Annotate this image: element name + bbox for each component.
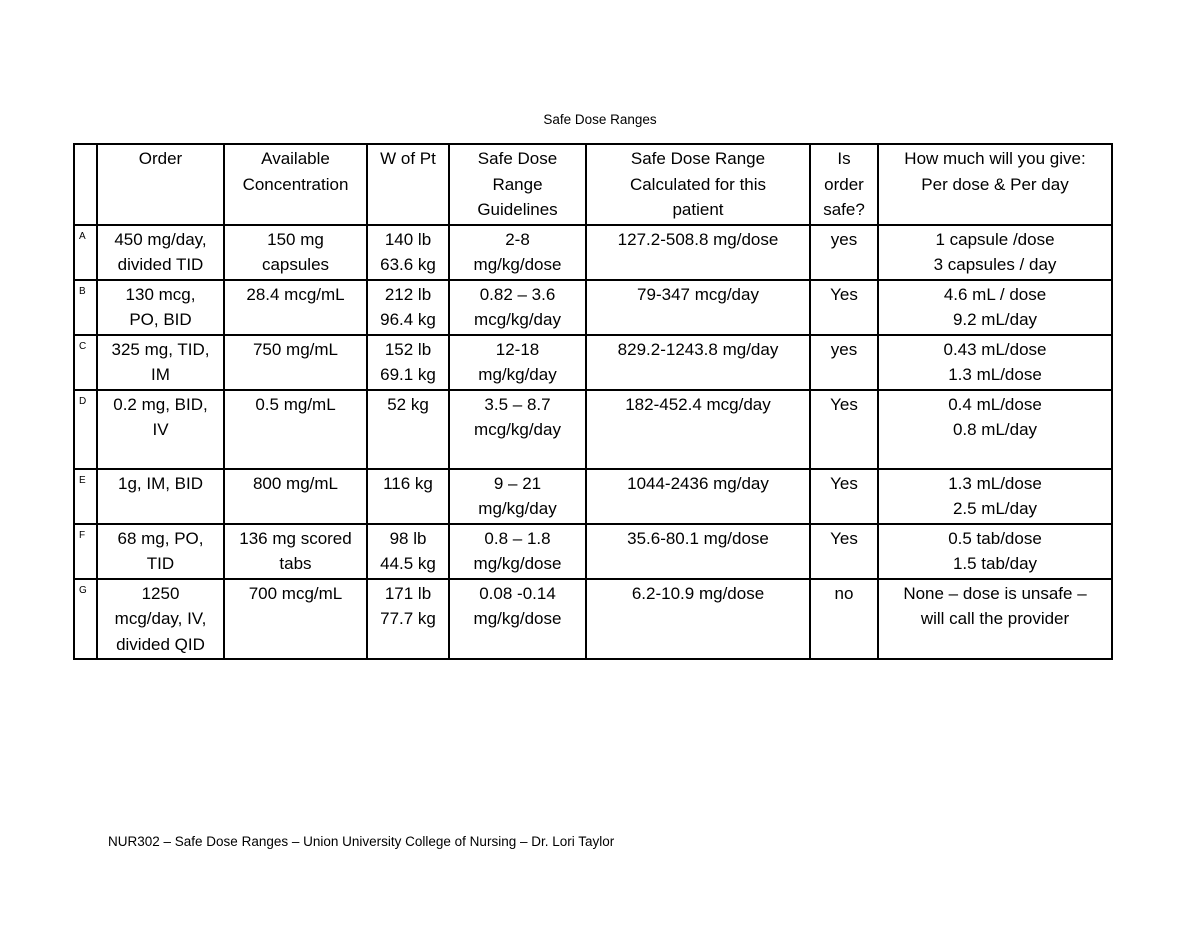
order-cell: 1250 mcg/day, IV, divided QID [97, 579, 224, 660]
order-cell: 68 mg, PO, TID [97, 524, 224, 579]
header-calculated: Safe Dose Range Calculated for this patient [586, 144, 810, 225]
safe-cell: Yes [810, 390, 878, 469]
header-order: Order [97, 144, 224, 225]
give-cell: 1.3 mL/dose 2.5 mL/day [878, 469, 1112, 524]
calculated-cell: 1044-2436 mg/day [586, 469, 810, 524]
table-row-b [74, 280, 1112, 335]
order-cell: 130 mcg, PO, BID [97, 280, 224, 335]
order-cell: 325 mg, TID, IM [97, 335, 224, 390]
row-letter: E [74, 469, 97, 524]
header-row [74, 144, 1112, 225]
concentration-cell: 800 mg/mL [224, 469, 367, 524]
header-concentration: Available Concentration [224, 144, 367, 225]
header-give: How much will you give: Per dose & Per day [878, 144, 1112, 225]
order-cell: 1g, IM, BID [97, 469, 224, 524]
header-safe: Is order safe? [810, 144, 878, 225]
table-row-d [74, 390, 1112, 469]
give-cell: 0.4 mL/dose 0.8 mL/day [878, 390, 1112, 469]
safe-cell: Yes [810, 280, 878, 335]
concentration-cell: 136 mg scored tabs [224, 524, 367, 579]
calculated-cell: 127.2-508.8 mg/dose [586, 225, 810, 280]
row-letter: B [74, 280, 97, 335]
safe-cell: yes [810, 225, 878, 280]
calculated-cell: 6.2-10.9 mg/dose [586, 579, 810, 660]
weight-cell: 140 lb 63.6 kg [367, 225, 449, 280]
weight-cell: 171 lb 77.7 kg [367, 579, 449, 660]
guideline-cell: 2-8 mg/kg/dose [449, 225, 586, 280]
header-guidelines: Safe Dose Range Guidelines [449, 144, 586, 225]
weight-cell: 152 lb 69.1 kg [367, 335, 449, 390]
page-title: Safe Dose Ranges [543, 112, 657, 127]
safe-cell: Yes [810, 524, 878, 579]
concentration-cell: 750 mg/mL [224, 335, 367, 390]
row-letter: A [74, 225, 97, 280]
table-row-e [74, 469, 1112, 524]
concentration-cell: 700 mcg/mL [224, 579, 367, 660]
safe-cell: no [810, 579, 878, 660]
safe-cell: Yes [810, 469, 878, 524]
guideline-cell: 3.5 – 8.7 mcg/kg/day [449, 390, 586, 469]
header-weight: W of Pt [367, 144, 449, 225]
safe-cell: yes [810, 335, 878, 390]
weight-cell: 116 kg [367, 469, 449, 524]
order-cell: 0.2 mg, BID, IV [97, 390, 224, 469]
safe-dose-table [73, 143, 1113, 660]
weight-cell: 52 kg [367, 390, 449, 469]
row-letter: D [74, 390, 97, 469]
header-letter [74, 144, 97, 225]
give-cell: 1 capsule /dose 3 capsules / day [878, 225, 1112, 280]
calculated-cell: 182-452.4 mcg/day [586, 390, 810, 469]
table-row-a [74, 225, 1112, 280]
calculated-cell: 79-347 mcg/day [586, 280, 810, 335]
concentration-cell: 28.4 mcg/mL [224, 280, 367, 335]
weight-cell: 98 lb 44.5 kg [367, 524, 449, 579]
calculated-cell: 829.2-1243.8 mg/day [586, 335, 810, 390]
give-cell: None – dose is unsafe – will call the provider [878, 579, 1112, 660]
guideline-cell: 0.82 – 3.6 mcg/kg/day [449, 280, 586, 335]
row-letter: G [74, 579, 97, 660]
order-cell: 450 mg/day, divided TID [97, 225, 224, 280]
give-cell: 0.5 tab/dose 1.5 tab/day [878, 524, 1112, 579]
give-cell: 0.43 mL/dose 1.3 mL/dose [878, 335, 1112, 390]
row-letter: C [74, 335, 97, 390]
guideline-cell: 12-18 mg/kg/day [449, 335, 586, 390]
calculated-cell: 35.6-80.1 mg/dose [586, 524, 810, 579]
guideline-cell: 9 – 21 mg/kg/day [449, 469, 586, 524]
concentration-cell: 150 mg capsules [224, 225, 367, 280]
table-row-c [74, 335, 1112, 390]
table-row-f [74, 524, 1112, 579]
concentration-cell: 0.5 mg/mL [224, 390, 367, 469]
guideline-cell: 0.08 -0.14 mg/kg/dose [449, 579, 586, 660]
guideline-cell: 0.8 – 1.8 mg/kg/dose [449, 524, 586, 579]
weight-cell: 212 lb 96.4 kg [367, 280, 449, 335]
give-cell: 4.6 mL / dose 9.2 mL/day [878, 280, 1112, 335]
row-letter: F [74, 524, 97, 579]
table-row-g [74, 579, 1112, 660]
page-footer: NUR302 – Safe Dose Ranges – Union University College of Nursing – Dr. Lori Taylor [108, 834, 615, 849]
